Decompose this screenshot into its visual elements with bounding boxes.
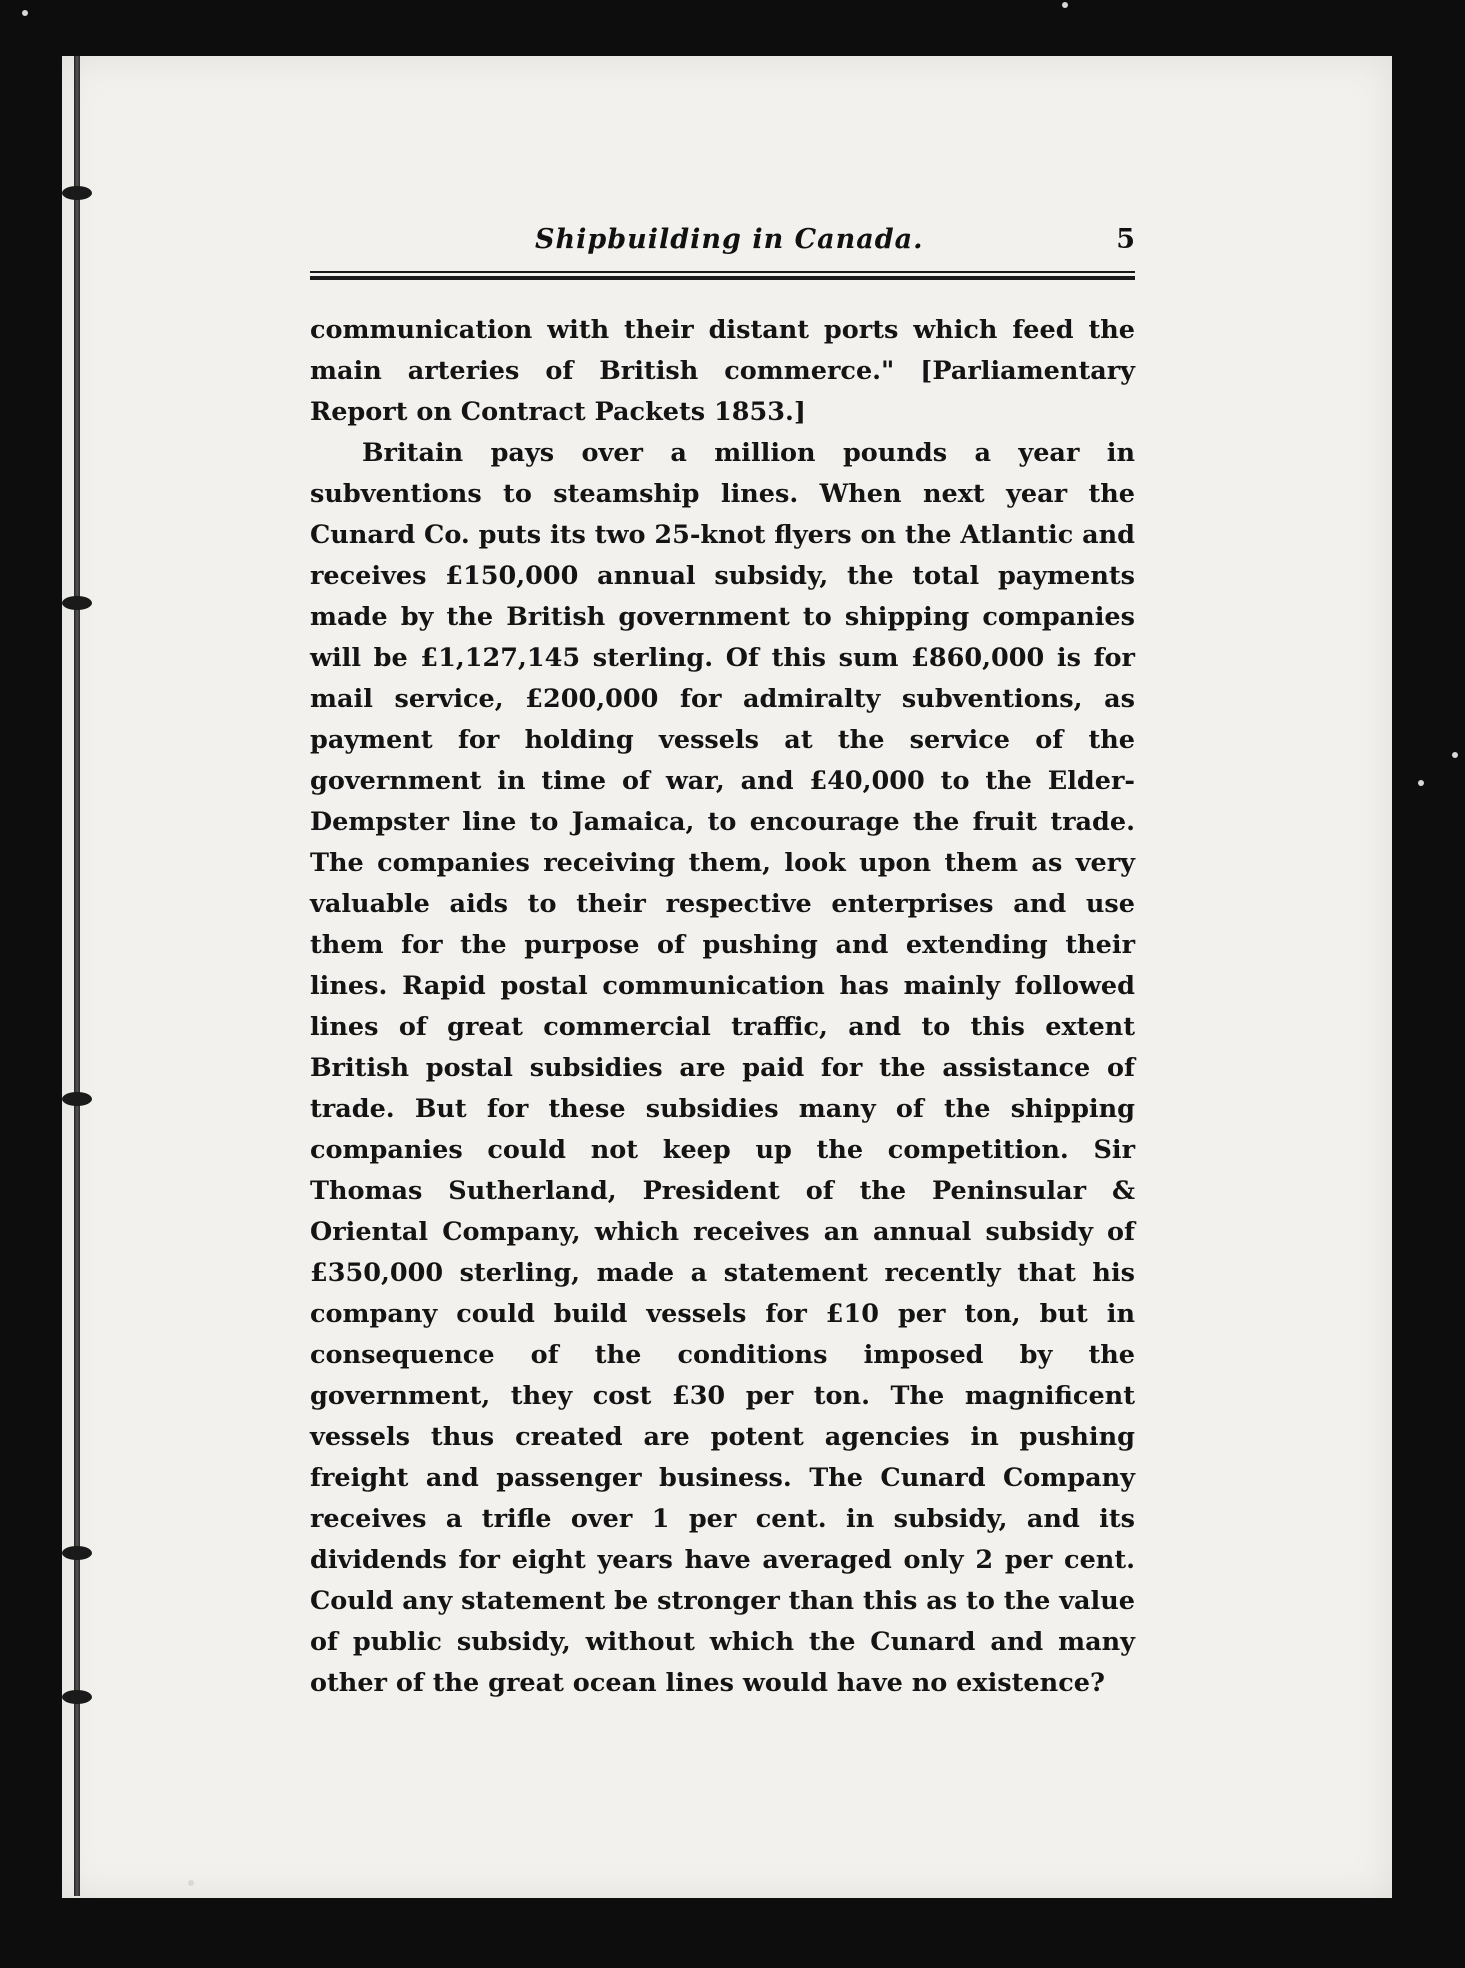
running-head-title: Shipbuilding in Canada.	[535, 224, 924, 255]
binding-stitch	[62, 1546, 92, 1560]
header-rule-thick	[310, 276, 1135, 280]
header-rule-thin	[310, 271, 1135, 273]
page-number: 5	[1116, 224, 1135, 255]
scan-speck	[1062, 2, 1068, 8]
scan-speck	[22, 10, 28, 16]
scan-speck	[1452, 752, 1458, 758]
binding-edge	[74, 56, 80, 1896]
binding-stitch	[62, 186, 92, 200]
binding-stitch	[62, 1690, 92, 1704]
paragraph: communication with their distant ports which feed the main arteries of British commerce." [Parliamentary Report on Contract Packets 1853.]	[310, 315, 1135, 427]
body-text	[310, 310, 1135, 1704]
running-head	[310, 224, 1135, 264]
binding-stitch	[62, 596, 92, 610]
binding-stitch	[62, 1092, 92, 1106]
paragraph: Britain pays over a million pounds a year in subventions to steamship lines. When next year the Cunard Co. puts its two 25-knot flyers on the Atlantic and receives £150,000 annual subsidy, the total payments made by the British government to shipping companies will be £1,127,145 sterling. Of this sum £860,000 is for mail service, £200,000 for admiralty subventions, as payment for holding vessels at the service of the government in time of war, and £40,000 to the Elder-Dempster line to Jamaica, to encourage the fruit trade. The companies receiving them, look upon them as very valuable aids to their respective enterprises and use them for the purpose of pushing and extending their lines. Rapid postal communication has mainly followed lines of great commercial traffic, and to this extent British postal subsidies are paid for the assistance of trade. But for these subsidies many of the shipping companies could not keep up the competition. Sir Thomas Sutherland, President of the Peninsular & Oriental Company, which receives an annual subsidy of £350,000 sterling, made a statement recently that his company could build vessels for £10 per ton, but in consequence of the conditions imposed by the government, they cost £30 per ton. The magnificent vessels thus created are potent agencies in pushing freight and passenger business. The Cunard Company receives a trifle over 1 per cent. in subsidy, and its dividends for eight years have averaged only 2 per cent. Could any statement be stronger than this as to the value of public subsidy, without which the Cunard and many other of the great ocean lines would have no existence?	[310, 438, 1136, 1698]
scan-speck	[1418, 780, 1424, 786]
scan-speck	[188, 1880, 194, 1886]
